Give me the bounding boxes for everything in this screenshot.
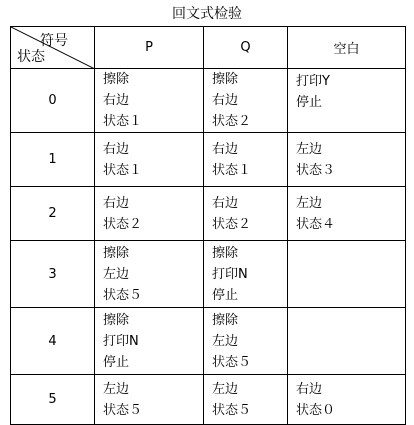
transition-cell: 擦除 右边 状态１	[95, 69, 204, 133]
transition-cell: 打印Y 停止	[288, 69, 406, 133]
transition-cell: 右边 状态１	[95, 133, 204, 187]
transition-cell: 左边 状态５	[95, 375, 204, 425]
transition-cell-empty	[288, 241, 406, 308]
transition-cell: 左边 状态４	[288, 187, 406, 241]
column-header-q: Q	[204, 27, 288, 69]
transition-cell: 右边 状态２	[95, 187, 204, 241]
transition-cell: 擦除 打印N 停止	[95, 308, 204, 375]
corner-header-cell	[11, 27, 95, 69]
transition-cell: 擦除 打印N 停止	[204, 241, 288, 308]
table-row	[11, 133, 406, 187]
transition-cell: 右边 状态２	[204, 187, 288, 241]
transition-cell: 擦除 左边 状态５	[204, 308, 288, 375]
table-row	[11, 187, 406, 241]
transition-cell: 右边 状态０	[288, 375, 406, 425]
transition-cell: 擦除 右边 状态２	[204, 69, 288, 133]
transition-cell: 左边 状态５	[204, 375, 288, 425]
column-header-p: P	[95, 27, 204, 69]
transition-cell: 右边 状态１	[204, 133, 288, 187]
column-header-blank: 空白	[288, 27, 406, 69]
state-cell: 2	[11, 187, 95, 241]
table-row	[11, 308, 406, 375]
transition-cell-empty	[288, 308, 406, 375]
state-cell: 5	[11, 375, 95, 425]
transition-cell: 左边 状态３	[288, 133, 406, 187]
symbol-label: 符号	[40, 33, 68, 49]
header-row	[11, 27, 406, 69]
state-label: 状态	[17, 49, 45, 65]
state-transition-table	[10, 26, 406, 425]
state-cell: 1	[11, 133, 95, 187]
state-cell: 4	[11, 308, 95, 375]
table-row	[11, 241, 406, 308]
table-row	[11, 69, 406, 133]
state-cell: 3	[11, 241, 95, 308]
table-row	[11, 375, 406, 425]
table-title: 回文式检验	[172, 6, 242, 22]
transition-cell: 擦除 左边 状态５	[95, 241, 204, 308]
state-cell: 0	[11, 69, 95, 133]
